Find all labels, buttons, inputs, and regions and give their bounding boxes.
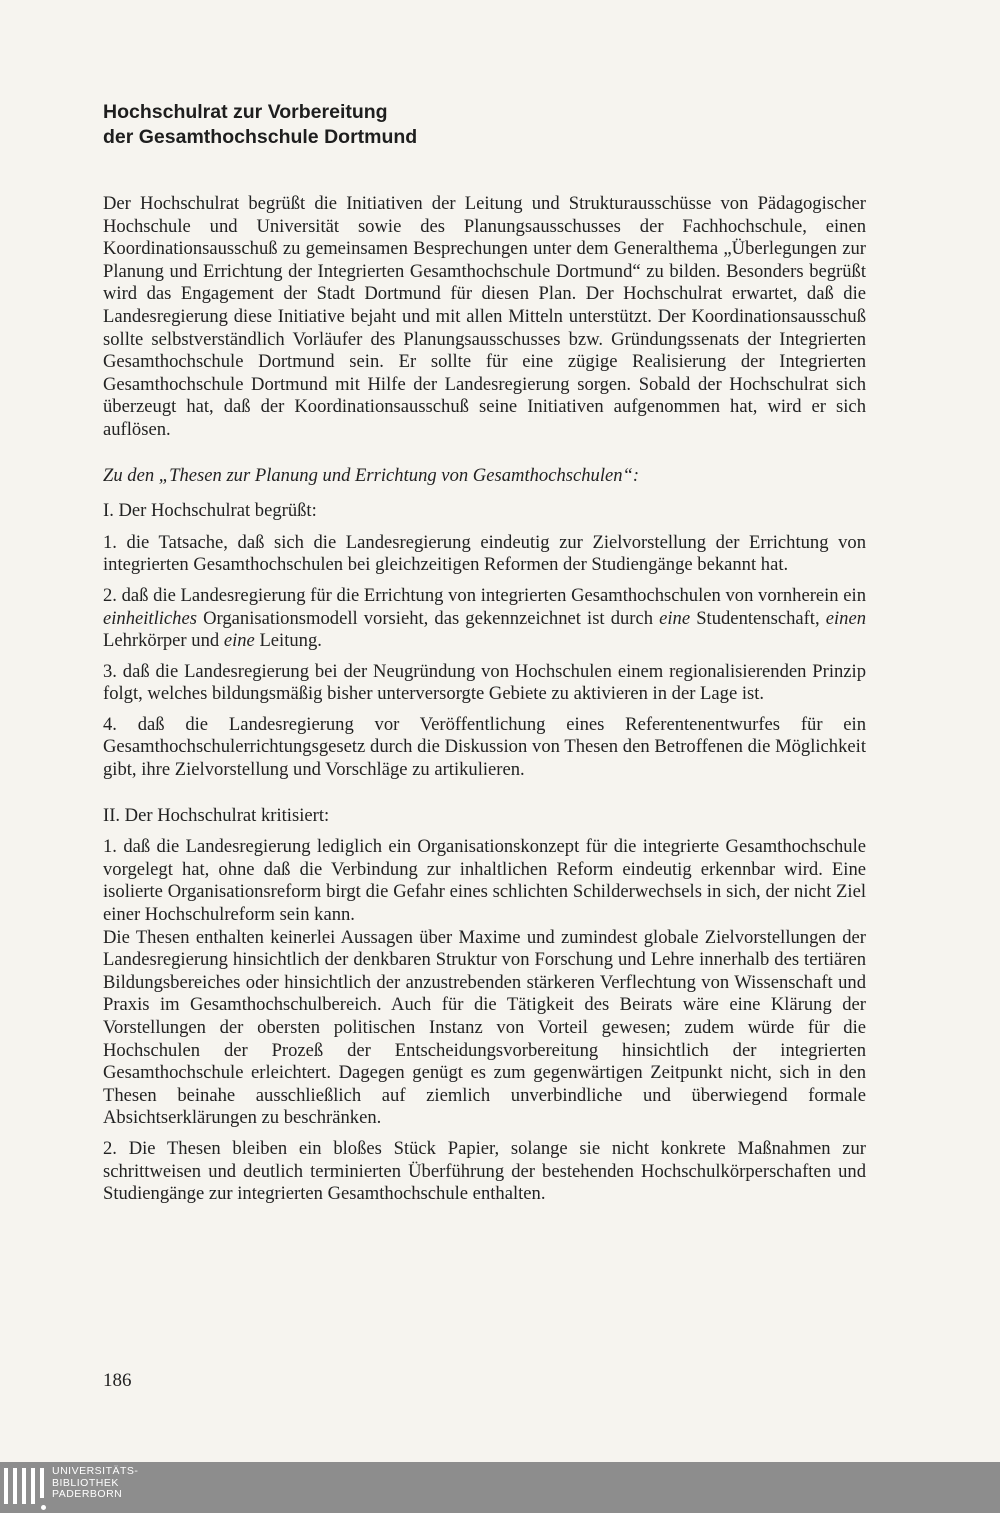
item-2-emphasis-3: einen bbox=[825, 607, 866, 629]
library-footer-bar bbox=[0, 1462, 1000, 1513]
library-name bbox=[52, 1466, 138, 1501]
library-name-line-2: BIBLIOTHEK bbox=[52, 1476, 119, 1489]
item-2-text-d: Lehrkörper und bbox=[103, 630, 224, 652]
section-1-item-2 bbox=[103, 585, 866, 653]
title-line-2: der Gesamthochschule Dortmund bbox=[103, 126, 418, 148]
item-2-text-b: Organisationsmodell vorsieht, das gekennzeichnet ist durch bbox=[196, 607, 660, 629]
item-2-text-c: Studentenschaft, bbox=[690, 607, 826, 629]
section-2-heading: II. Der Hochschulrat kritisiert: bbox=[103, 804, 330, 826]
library-barcode-logo-icon bbox=[4, 1468, 46, 1508]
document-title bbox=[103, 100, 803, 150]
section-1-heading: I. Der Hochschulrat begrüßt: bbox=[103, 500, 317, 522]
section-2-item-1: 1. daß die Landesregierung lediglich ein Organisationskonzept für die integrierte Gesamthochschule vorgelegt hat, ohne daß die Verbindung zur inhaltlichen Reform eindeutig erkennbar wird. Eine isolierte Organisationsreform birgt die Gefahr eines schlichten Schilderwechsels in sich, der nicht Ziel einer Hochschulreform sein kann. bbox=[103, 836, 866, 926]
section-2-item-1-continued: Die Thesen enthalten keinerlei Aussagen über Maxime und zumindest globale Zielvorstellungen der Landesregierung hinsichtlich der denkbaren Struktur von Forschung und Lehre innerhalb des tertiären Bildungsbereiches oder hinsichtlich der anzustrebenden stärkeren Verflechtung von Wissenschaft und Praxis im Gesamthochschulbereich. Auch für die Tätigkeit des Beirats wäre eine Klärung der Vorstellungen der obersten politischen Instanz von Vorteil gewesen; zudem würde für die Hochschulen der Prozeß der Entscheidungsvorbereitung hinsichtlich der integrierten Gesamthochschule erleichtert. Dagegen genügt es zum gegenwärtigen Zeitpunkt nicht, sich in den Thesen beinahe ausschließlich auf ziemlich unverbindliche und überwiegend formale Absichtserklärungen zu beschränken. bbox=[103, 926, 866, 1129]
item-2-emphasis-1: einheitliches bbox=[103, 607, 197, 629]
section-2-item-2: 2. Die Thesen bleiben ein bloßes Stück Papier, solange sie nicht konkrete Maßnahmen zur schrittweisen und deutlich terminierten Überführung der bestehenden Hochschulkörperschaften und Studiengänge zur integrierten Gesamthochschule enthalten. bbox=[103, 1137, 866, 1205]
item-2-text-a: 2. daß die Landesregierung für die Errichtung von integrierten Gesamthochschulen von vornherein ein bbox=[103, 584, 866, 606]
page-number: 186 bbox=[103, 1370, 132, 1391]
section-1-item-4: 4. daß die Landesregierung vor Veröffentlichung eines Referentenentwurfes für ein Gesamthochschulerrichtungsgesetz durch die Diskussion von Thesen den Betroffenen die Möglichkeit gibt, ihre Zielvorstellung und Vorschläge zu artikulieren. bbox=[103, 713, 866, 781]
document-body bbox=[103, 193, 866, 1214]
item-2-text-e: Leitung. bbox=[254, 630, 322, 652]
library-name-line-1: UNIVERSITÄTS- bbox=[52, 1465, 139, 1477]
library-name-line-3: PADERBORN bbox=[52, 1488, 123, 1500]
title-line-1: Hochschulrat zur Vorbereitung bbox=[103, 101, 388, 123]
theses-heading: Zu den „Thesen zur Planung und Errichtung von Gesamthochschulen“: bbox=[103, 464, 640, 486]
intro-paragraph: Der Hochschulrat begrüßt die Initiativen der Leitung und Strukturausschüsse von Pädagogischer Hochschule und Universität sowie des Planungsausschusses der Fachhochschule, einen Koordinationsausschuß zu gemeinsamen Besprechungen unter dem Generalthema „Überlegungen zur Planung und Errichtung der Integrierten Gesamthochschule Dortmund“ zu bilden. Besonders begrüßt wird das Engagement der Stadt Dortmund für diesen Plan. Der Hochschulrat erwartet, daß die Landesregierung diese Initiative bejaht und mit allen Mitteln unterstützt. Der Koordinationsausschuß sollte selbstverständlich Vorläufer des Planungsausschusses bzw. Gründungssenats der Integrierten Gesamthochschule Dortmund sein. Er sollte für eine zügige Realisierung der Integrierten Gesamthochschule Dortmund mit Hilfe der Landesregierung sorgen. Sobald der Hochschulrat sich überzeugt hat, daß der Koordinationsausschuß seine Initiativen aufgenommen hat, wird er sich auflösen. bbox=[103, 193, 866, 440]
section-1-item-1: 1. die Tatsache, daß sich die Landesregierung eindeutig zur Zielvorstellung der Errichtung von integrierten Gesamthochschulen bei gleichzeitigen Reformen der Studiengänge bekannt hat. bbox=[103, 531, 866, 576]
item-2-emphasis-2: eine bbox=[659, 607, 691, 629]
section-1-item-3: 3. daß die Landesregierung bei der Neugründung von Hochschulen einem regionalisierenden Prinzip folgt, welches bildungsmäßig bisher unterversorgte Gebiete zu aktivieren in der Lage ist. bbox=[103, 660, 866, 705]
item-2-emphasis-4: eine bbox=[223, 630, 255, 652]
